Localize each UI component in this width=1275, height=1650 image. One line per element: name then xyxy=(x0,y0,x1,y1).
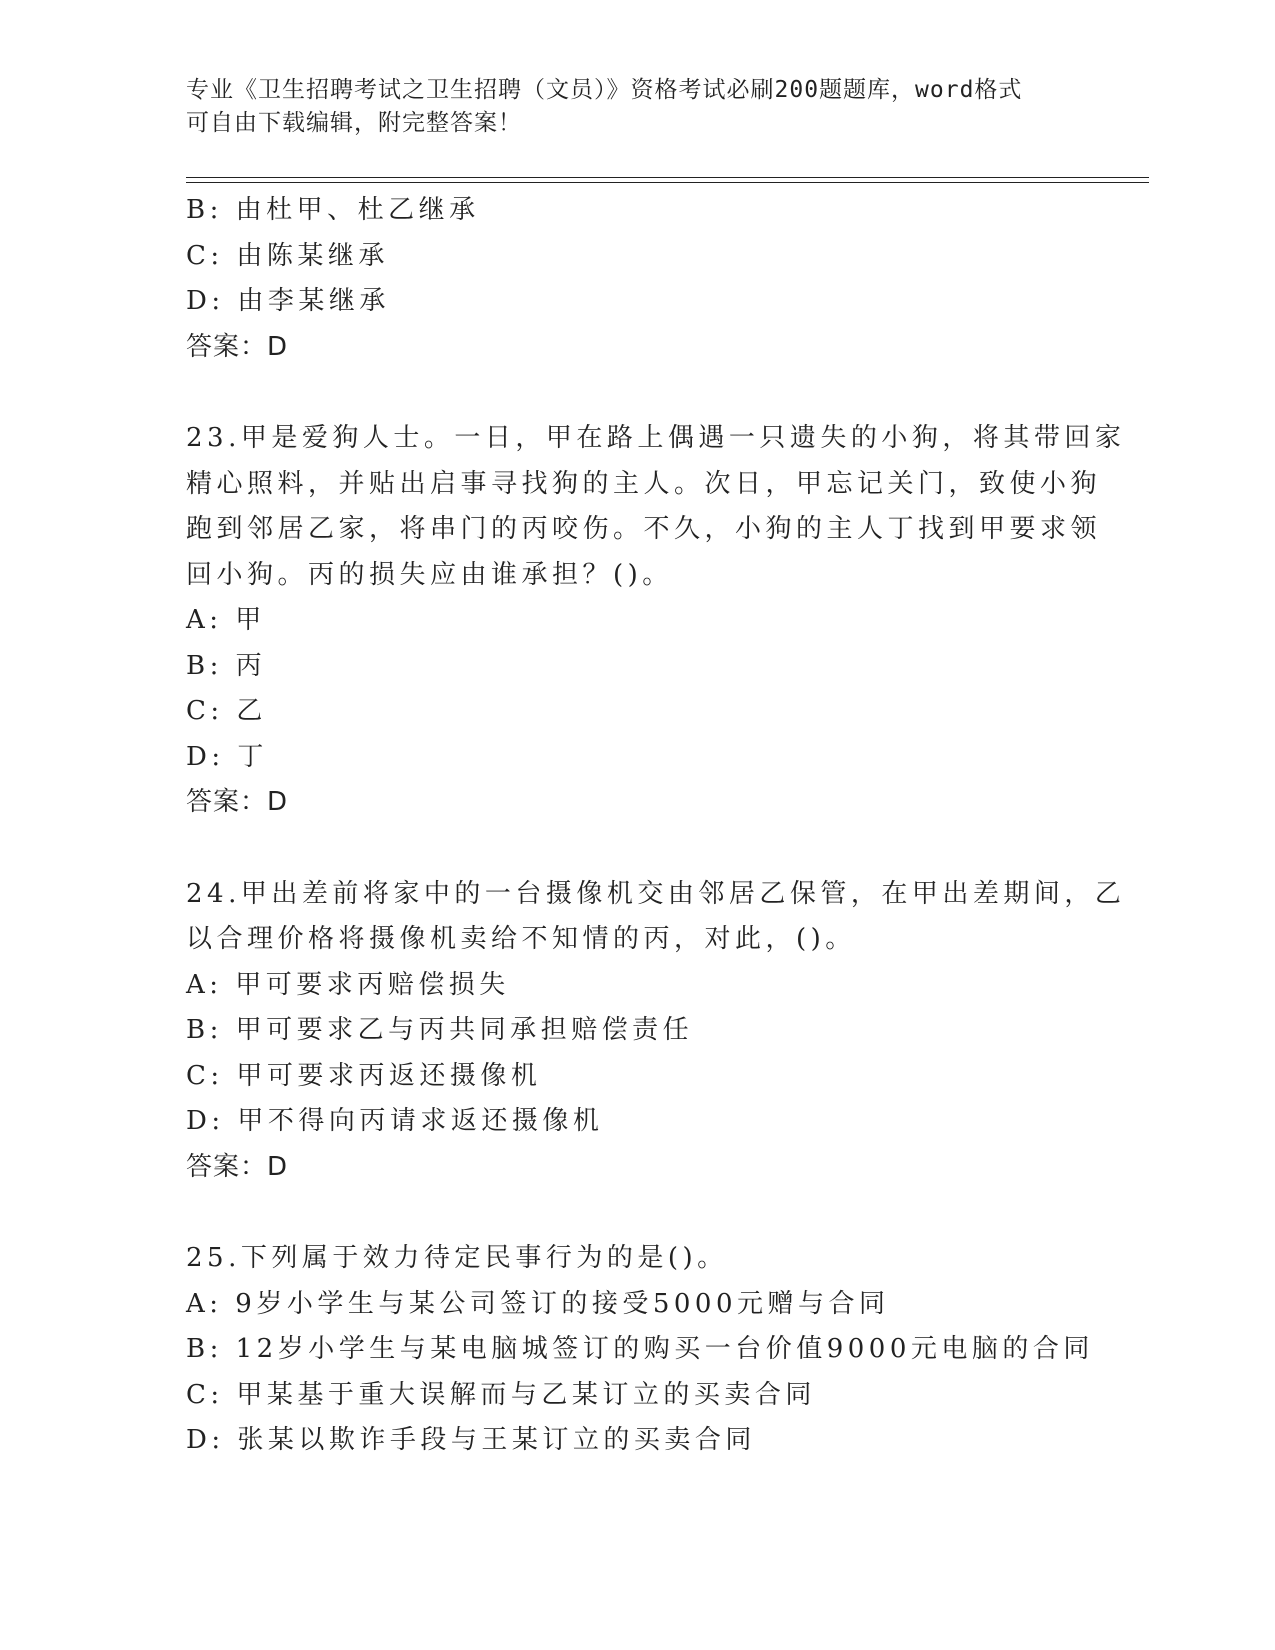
question-text-line: 25.下列属于效力待定民事行为的是()。 xyxy=(186,1243,728,1273)
option-a: A: 9岁小学生与某公司签订的接受5000元赠与合同 xyxy=(186,1288,890,1319)
option-b: B: 由杜甲、杜乙继承 xyxy=(186,195,480,225)
option-b: B: 丙 xyxy=(186,650,267,681)
option-d: D: 由李某继承 xyxy=(186,286,390,316)
option-d: D: 丁 xyxy=(186,741,268,772)
option-c: C: 乙 xyxy=(186,696,267,726)
option-b: B: 12岁小学生与某电脑城签订的购买一台价值9000元电脑的合同 xyxy=(186,1334,1094,1364)
option-c: C: 甲某基于重大误解而与乙某订立的买卖合同 xyxy=(186,1379,816,1410)
option-b: B: 甲可要求乙与丙共同承担赔偿责任 xyxy=(186,1015,694,1045)
question-block-23 xyxy=(186,416,1126,826)
document-header xyxy=(186,74,1086,140)
question-text-line: 精心照料，并贴出启事寻找狗的主人。次日，甲忘记关门，致使小狗 xyxy=(186,468,1102,499)
question-text-line: 24.甲出差前将家中的一台摄像机交由邻居乙保管，在甲出差期间，乙 xyxy=(186,878,1126,909)
answer-line: 答案：D xyxy=(186,787,289,817)
option-a: A: 甲 xyxy=(186,605,266,635)
option-a: A: 甲可要求丙赔偿损失 xyxy=(186,969,510,1000)
question-text-line: 回小狗。丙的损失应由谁承担？()。 xyxy=(186,559,673,590)
answer-line: 答案：D xyxy=(186,1151,289,1182)
header-divider-bottom xyxy=(186,182,1149,183)
question-text-line: 以合理价格将摄像机卖给不知情的丙，对此，()。 xyxy=(186,924,856,954)
header-line-2: 可自由下载编辑，附完整答案！ xyxy=(186,110,522,136)
option-d: D: 甲不得向丙请求返还摄像机 xyxy=(186,1106,604,1136)
document-body xyxy=(186,188,1126,1464)
option-d: D: 张某以欺诈手段与王某订立的买卖合同 xyxy=(186,1425,756,1455)
question-block-22 xyxy=(186,188,1086,370)
spacer xyxy=(186,1190,1086,1236)
question-block-25 xyxy=(186,1236,1094,1464)
spacer xyxy=(186,826,1086,872)
option-c: C: 甲可要求丙返还摄像机 xyxy=(186,1060,542,1091)
spacer xyxy=(186,370,1086,416)
answer-line: 答案：D xyxy=(186,331,289,362)
question-block-24 xyxy=(186,872,1126,1191)
question-text-line: 23.甲是爱狗人士。一日，甲在路上偶遇一只遗失的小狗，将其带回家 xyxy=(186,423,1126,453)
header-divider-top xyxy=(186,177,1149,178)
option-c: C: 由陈某继承 xyxy=(186,240,389,271)
question-text-line: 跑到邻居乙家，将串门的丙咬伤。不久，小狗的主人丁找到甲要求领 xyxy=(186,514,1102,544)
header-line-1: 专业《卫生招聘考试之卫生招聘（文员）》资格考试必刷200题题库，word格式 xyxy=(186,77,1023,103)
